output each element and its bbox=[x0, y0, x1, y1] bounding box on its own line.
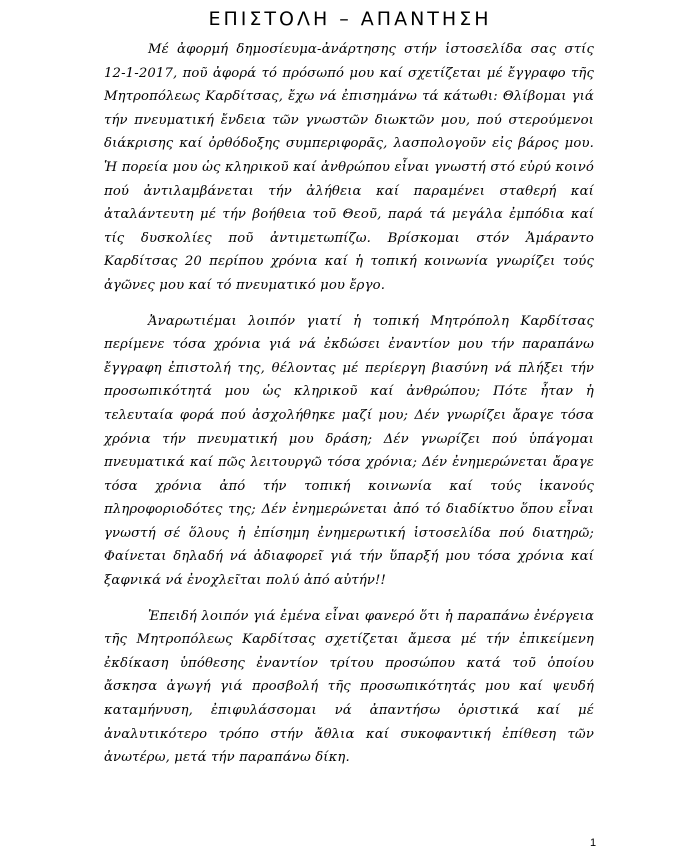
paragraph-3: Ἐπειδή λοιπόν γιά ἐμένα εἶναι φανερό ὅτι ἡ παραπάνω ἐνέργεια τῆς Μητροπόλεως Καρδίτσας σχετίζεται ἄμεσα μέ τήν ἐπικείμενη ἐκδίκαση ὑπόθεσης ἐναντίον τρίτου προσώπου κατά τοῦ ὁποίου ἄσκησα ἀγωγή γιά προσβολή τῆς προσωπικότητάς μου καί ψευδή καταμήνυση, ἐπιφυλάσσομαι νά ἀπαντήσω ὁριστικά καί μέ ἀναλυτικότερο τρόπο στήν ἄθλια καί συκοφαντική ἐπίθεση τῶν ἀνωτέρω, μετά τήν παραπάνω δίκη. bbox=[104, 608, 594, 766]
paragraph-2: Ἀναρωτιέμαι λοιπόν γιατί ἡ τοπική Μητρόπολη Καρδίτσας περίμενε τόσα χρόνια γιά νά ἐκδώσει ἐναντίον μου τήν παραπάνω ἔγγραφη ἐπιστολή της, θέλοντας μέ περίεργη βιασύνη νά πλήξει τήν προσωπικότητά μου ὡς κληρικοῦ καί ἀνθρώπου; Πότε ἦταν ἡ τελευταία φορά πού ἀσχολήθηκε μαζί μου; Δέν γνωρίζει ἄραγε τόσα χρόνια τήν πνευματική μου δράση; Δέν γνωρίζει πού ὑπάγομαι πνευματικά καί πῶς λειτουργῶ τόσα χρόνια; Δέν ἐνημερώνεται ἄραγε τόσα χρόνια ἀπό τήν τοπική κοινωνία καί τούς ἱκανούς πληροφοριοδότες της; Δέν ἐνημερώνεται ἀπό τό διαδίκτυο ὅπου εἶναι γνωστή σέ ὅλους ἡ ἐπίσημη ἐνημερωτική ἱστοσελίδα πού διατηρῶ; Φαίνεται δηλαδή νά ἀδιαφορεῖ γιά τήν ὕπαρξή μου τόσα χρόνια καί ξαφνικά νά ἐνοχλεῖται πολύ ἀπό αὐτήν!! bbox=[104, 313, 594, 589]
document-title: ΕΠΙΣΤΟΛΗ – ΑΠΑΝΤΗΣΗ bbox=[208, 8, 492, 30]
document-body bbox=[104, 38, 594, 770]
page-number: 1 bbox=[590, 837, 597, 849]
paragraph-1: Μέ ἀφορμή δημοσίευμα-ἀνάρτησης στήν ἱστοσελίδα σας στίς 12-1-2017, ποῦ ἀφορά τό πρόσωπό μου καί σχετίζεται μέ ἔγγραφο τῆς Μητροπόλεως Καρδίτσας, ἔχω νά ἐπισημάνω τά κάτωθι: Θλίβομαι γιά τήν πνευματική ἔνδεια τῶν γνωστῶν διωκτῶν μου, πού στερούμενοι διάκρισης καί ὀρθόδοξης συμπεριφορᾶς, λασπολογοῦν εἰς βάρος μου. Ἡ πορεία μου ὡς κληρικοῦ καί ἀνθρώπου εἶναι γνωστή στό εὐρύ κοινό πού ἀντιλαμβάνεται τήν ἀλήθεια καί παραμένει σταθερή καί ἀταλάντευτη μέ τήν βοήθεια τοῦ Θεοῦ, παρά τά μεγάλα ἐμπόδια καί τίς δυσκολίες ποῦ ἀντιμετωπίζω. Βρίσκομαι στόν Ἀμάραντο Καρδίτσας 20 περίπου χρόνια καί ἡ τοπική κοινωνία γνωρίζει τούς ἀγῶνες μου καί τό πνευματικό μου ἔργο. bbox=[104, 42, 594, 293]
